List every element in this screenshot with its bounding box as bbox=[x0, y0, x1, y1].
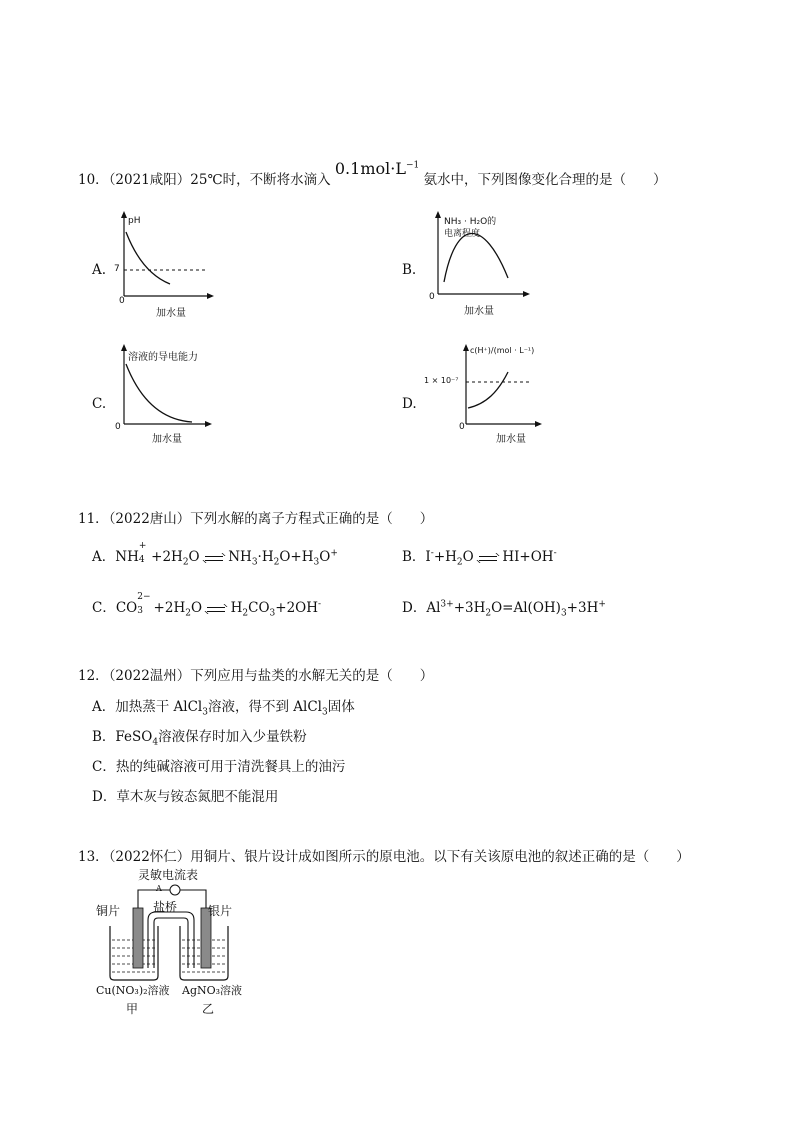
graph-b-ylabel-1: NH₃ · H₂O的 bbox=[444, 217, 497, 227]
q12-option-c bbox=[92, 755, 345, 775]
graph-a-xlabel: 加水量 bbox=[156, 308, 186, 319]
graph-c-origin: 0 bbox=[115, 422, 121, 432]
graph-d-xlabel: 加水量 bbox=[496, 434, 526, 445]
opt-part: 溶液，得不到 AlCl bbox=[208, 699, 323, 715]
conc-dot: · bbox=[390, 159, 396, 178]
eq-sup: - bbox=[553, 548, 557, 559]
q10-source: （2021咸阳） bbox=[108, 172, 191, 188]
eq-sub: 3 bbox=[137, 606, 143, 616]
q12-number: 12． bbox=[78, 668, 109, 684]
opt-sub: 3 bbox=[202, 707, 208, 718]
eq-sup: + bbox=[598, 599, 606, 610]
option-text: 草木灰与铵态氮肥不能混用 bbox=[116, 789, 279, 805]
q11-option-a bbox=[92, 541, 338, 568]
galvanic-cell-diagram bbox=[96, 866, 266, 1022]
ammeter-icon bbox=[170, 885, 180, 895]
q13-stem bbox=[78, 845, 690, 865]
q13-text: 用铜片、银片设计成如图所示的原电池。以下有关该原电池的叙述正确的是（ ） bbox=[190, 849, 690, 865]
copper-electrode-label: 铜片 bbox=[96, 904, 121, 918]
eq-part: +2H bbox=[149, 600, 186, 616]
salt-bridge-label: 盐桥 bbox=[153, 900, 178, 914]
q13-source: （2022怀仁） bbox=[108, 849, 191, 865]
q11-option-c bbox=[92, 592, 322, 619]
opt-part: 加热蒸干 AlCl bbox=[115, 699, 203, 715]
option-label: A． bbox=[92, 549, 116, 565]
eq-sub: 2 bbox=[273, 557, 280, 568]
option-label: A． bbox=[92, 699, 116, 715]
eq-part: +H bbox=[433, 549, 457, 565]
q10-option-c-label: C. bbox=[92, 396, 107, 412]
eq-part: NH bbox=[115, 549, 139, 565]
eq-part: +3H bbox=[453, 600, 486, 616]
eq-part: O bbox=[462, 549, 474, 565]
eq-sub: 2 bbox=[485, 608, 492, 619]
q11-option-d bbox=[402, 596, 606, 619]
q10-option-b-label: B. bbox=[402, 262, 417, 278]
eq-part: I bbox=[425, 549, 431, 565]
right-solution-label: AgNO₃溶液 bbox=[182, 984, 243, 997]
eq-sub: 2 bbox=[242, 608, 249, 619]
eq-part: H bbox=[230, 600, 243, 616]
q12-text: 下列应用与盐类的水解无关的是（ ） bbox=[190, 668, 434, 684]
eq-part: CO bbox=[115, 600, 138, 616]
graph-d-mark: 1 × 10⁻⁷ bbox=[424, 376, 459, 385]
eq-sup: 2− bbox=[137, 592, 151, 602]
option-text: 热的纯碱溶液可用于清洗餐具上的油污 bbox=[115, 759, 346, 775]
q13-number: 13． bbox=[78, 849, 109, 865]
option-label: B． bbox=[402, 549, 426, 565]
q10-graph-c bbox=[112, 342, 222, 445]
eq-sub: 2 bbox=[456, 557, 463, 568]
q10-text-a: 25℃时，不断将水滴入 bbox=[190, 172, 331, 188]
eq-part: +3H bbox=[566, 600, 599, 616]
eq-part: ·H bbox=[257, 549, 274, 565]
q10-option-a-label: A. bbox=[92, 262, 107, 278]
graph-c-ylabel: 溶液的导电能力 bbox=[128, 352, 198, 363]
q10-graph-d bbox=[424, 342, 544, 445]
left-cell-name: 甲 bbox=[126, 1002, 139, 1016]
q12-stem bbox=[78, 664, 433, 684]
eq-part: O bbox=[190, 600, 203, 616]
q11-stem bbox=[78, 507, 433, 527]
q10-text-b: 氨水中，下列图像变化合理的是（ ） bbox=[423, 172, 667, 188]
eq-sub: 3 bbox=[560, 608, 567, 619]
graph-c-xlabel: 加水量 bbox=[152, 434, 182, 445]
graph-a-mark: 7 bbox=[114, 264, 120, 274]
eq-sub: 2 bbox=[182, 557, 189, 568]
eq-part: +2H bbox=[146, 549, 183, 565]
conc-exp: −1 bbox=[405, 160, 420, 171]
silver-electrode-label: 银片 bbox=[208, 904, 233, 918]
eq-sub: 2 bbox=[185, 608, 191, 619]
q12-option-b bbox=[92, 725, 307, 748]
q11-text: 下列水解的离子方程式正确的是（ ） bbox=[190, 511, 434, 527]
meter-label: 灵敏电流表 bbox=[138, 868, 199, 882]
reversible-arrow-icon bbox=[478, 553, 498, 563]
ammeter-symbol: A bbox=[156, 884, 162, 893]
graph-d-origin: 0 bbox=[459, 422, 465, 432]
left-solution-label: Cu(NO₃)₂溶液 bbox=[96, 984, 170, 997]
opt-part: FeSO bbox=[115, 729, 153, 745]
q10-graph-a bbox=[112, 208, 222, 318]
eq-part: HI+OH bbox=[502, 549, 554, 565]
opt-part: 溶液保存时加入少量铁粉 bbox=[158, 729, 307, 745]
option-label: C． bbox=[92, 600, 116, 616]
q11-option-b bbox=[402, 545, 557, 568]
eq-supsub bbox=[138, 541, 147, 565]
q10-concentration bbox=[335, 159, 419, 178]
eq-part: CO bbox=[248, 600, 270, 616]
opt-sub: 3 bbox=[322, 707, 328, 718]
reversible-arrow-icon bbox=[206, 604, 226, 614]
eq-sup: + bbox=[138, 541, 147, 551]
q10-stem bbox=[78, 159, 667, 188]
eq-sub: 4 bbox=[138, 555, 145, 565]
eq-part: O bbox=[188, 549, 200, 565]
graph-d-ylabel: c(H⁺)/(mol · L⁻¹) bbox=[470, 346, 535, 355]
eq-sup: + bbox=[330, 548, 338, 559]
q12-option-a bbox=[92, 695, 355, 718]
option-label: D． bbox=[92, 789, 117, 805]
eq-part: +2OH bbox=[275, 600, 319, 616]
graph-a-origin: 0 bbox=[119, 296, 125, 306]
graph-a-ylabel: pH bbox=[128, 216, 141, 226]
q11-number: 11． bbox=[78, 511, 109, 527]
opt-sub: 4 bbox=[152, 737, 159, 748]
eq-part: NH bbox=[228, 549, 252, 565]
q12-option-d bbox=[92, 785, 278, 805]
eq-part: Al bbox=[426, 600, 441, 616]
option-label: D． bbox=[402, 600, 427, 616]
q10-number: 10． bbox=[78, 172, 109, 188]
conc-num: 0.1mol bbox=[334, 159, 391, 178]
reversible-arrow-icon bbox=[204, 553, 224, 563]
eq-supsub bbox=[137, 592, 151, 616]
eq-sup: 3+ bbox=[440, 599, 454, 610]
q11-source: （2022唐山） bbox=[108, 511, 191, 527]
right-cell-name: 乙 bbox=[202, 1002, 215, 1016]
eq-sub: 3 bbox=[269, 608, 276, 619]
q10-graph-b bbox=[424, 208, 534, 318]
eq-sup: - bbox=[318, 599, 322, 610]
eq-part: O=Al(OH) bbox=[491, 600, 561, 616]
galvanic-cell-figure bbox=[96, 866, 266, 1022]
option-label: B． bbox=[92, 729, 116, 745]
q12-source: （2022温州） bbox=[108, 668, 191, 684]
eq-part: O+H bbox=[279, 549, 314, 565]
eq-sub: 3 bbox=[313, 557, 320, 568]
graph-b-xlabel: 加水量 bbox=[464, 306, 494, 317]
option-label: C． bbox=[92, 759, 116, 775]
graph-b-ylabel-2: 电离程度 bbox=[444, 229, 481, 239]
eq-sup: - bbox=[430, 548, 434, 559]
opt-part: 固体 bbox=[327, 699, 355, 715]
eq-part: O bbox=[319, 549, 331, 565]
graph-b-origin: 0 bbox=[429, 292, 435, 302]
conc-unit: L bbox=[395, 159, 406, 178]
q10-option-d-label: D. bbox=[402, 396, 417, 412]
eq-sub: 3 bbox=[251, 557, 258, 568]
